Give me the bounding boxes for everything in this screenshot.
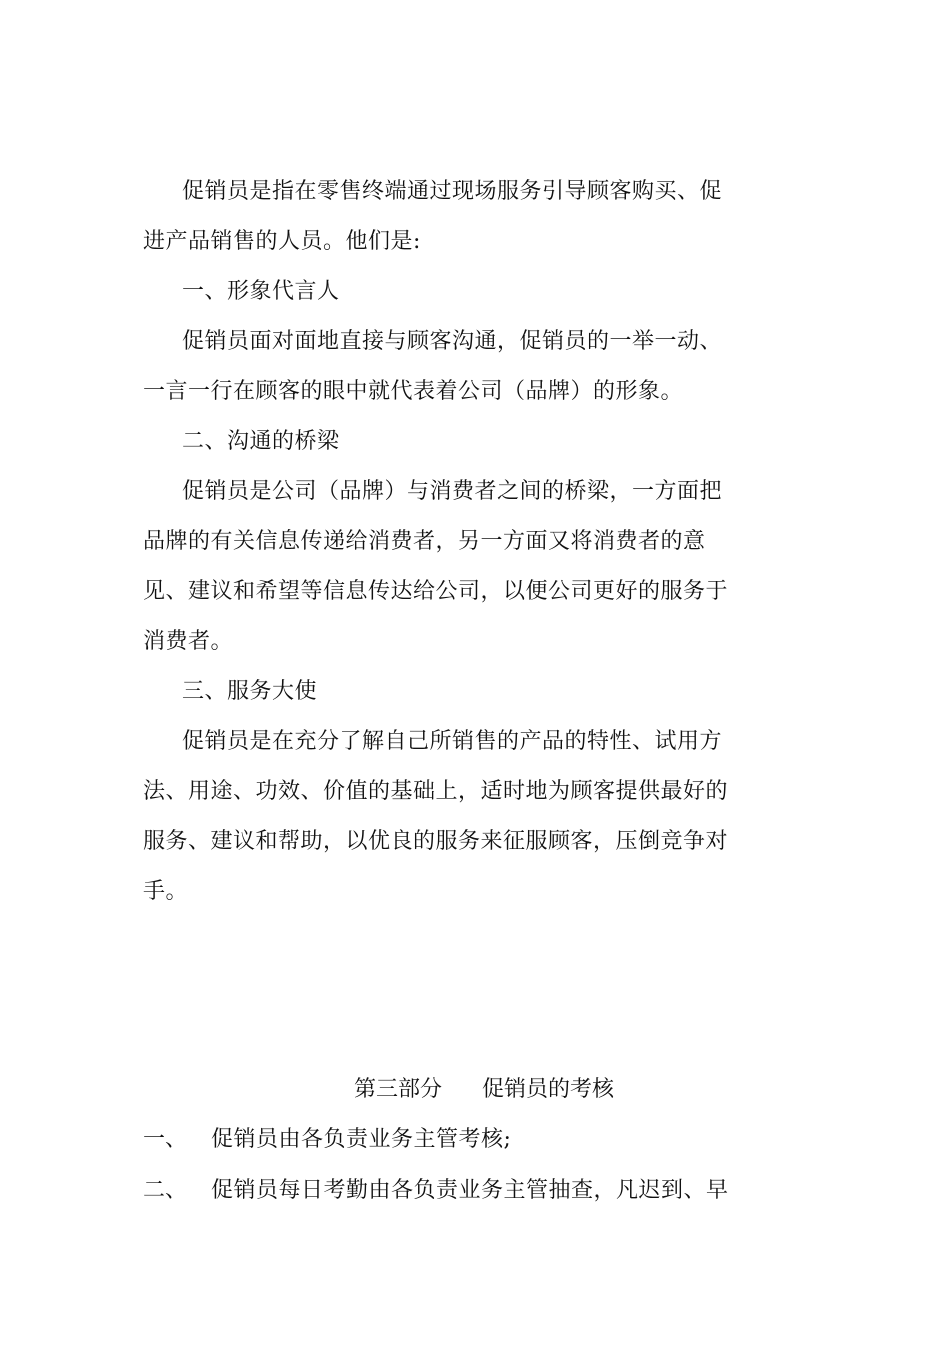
- section3-title: 促销员的考核: [482, 1077, 615, 1102]
- item3-body-line-2: 法、用途、功效、价值的基础上，适时地为顾客提供最好的: [143, 779, 729, 804]
- item1-body-line-2: 一言一行在顾客的眼中就代表着公司（品牌）的形象。: [143, 379, 684, 404]
- item2-body-line-2: 品牌的有关信息传递给消费者，另一方面又将消费者的意: [143, 529, 706, 554]
- intro-para-line-2: 进产品销售的人员。他们是:: [143, 229, 421, 254]
- section3-part-label: 第三部分: [354, 1077, 443, 1102]
- section3-item1-number: 一、: [143, 1127, 188, 1152]
- section3-item2-number: 二、: [143, 1178, 188, 1203]
- intro-para-line-1: 促销员是指在零售终端通过现场服务引导顾客购买、促: [182, 179, 723, 204]
- section3-item2-text: 促销员每日考勤由各负责业务主管抽查，凡迟到、早: [211, 1178, 729, 1203]
- item2-body-line-4: 消费者。: [143, 629, 234, 654]
- item1-heading: 一、形象代言人: [182, 279, 340, 304]
- item3-heading: 三、服务大使: [182, 679, 318, 704]
- item3-body-line-3: 服务、建议和帮助，以优良的服务来征服顾客，压倒竞争对: [143, 829, 729, 854]
- item3-body-line-4: 手。: [143, 879, 189, 904]
- item2-heading: 二、沟通的桥梁: [182, 429, 340, 454]
- item2-body-line-3: 见、建议和希望等信息传达给公司，以便公司更好的服务于: [143, 579, 729, 604]
- item3-body-line-1: 促销员是在充分了解自己所销售的产品的特性、试用方: [182, 729, 723, 754]
- item2-body-line-1: 促销员是公司（品牌）与消费者之间的桥梁，一方面把: [182, 479, 723, 504]
- item1-body-line-1: 促销员面对面地直接与顾客沟通，促销员的一举一动、: [182, 329, 723, 354]
- section3-item1-text: 促销员由各负责业务主管考核;: [211, 1127, 512, 1152]
